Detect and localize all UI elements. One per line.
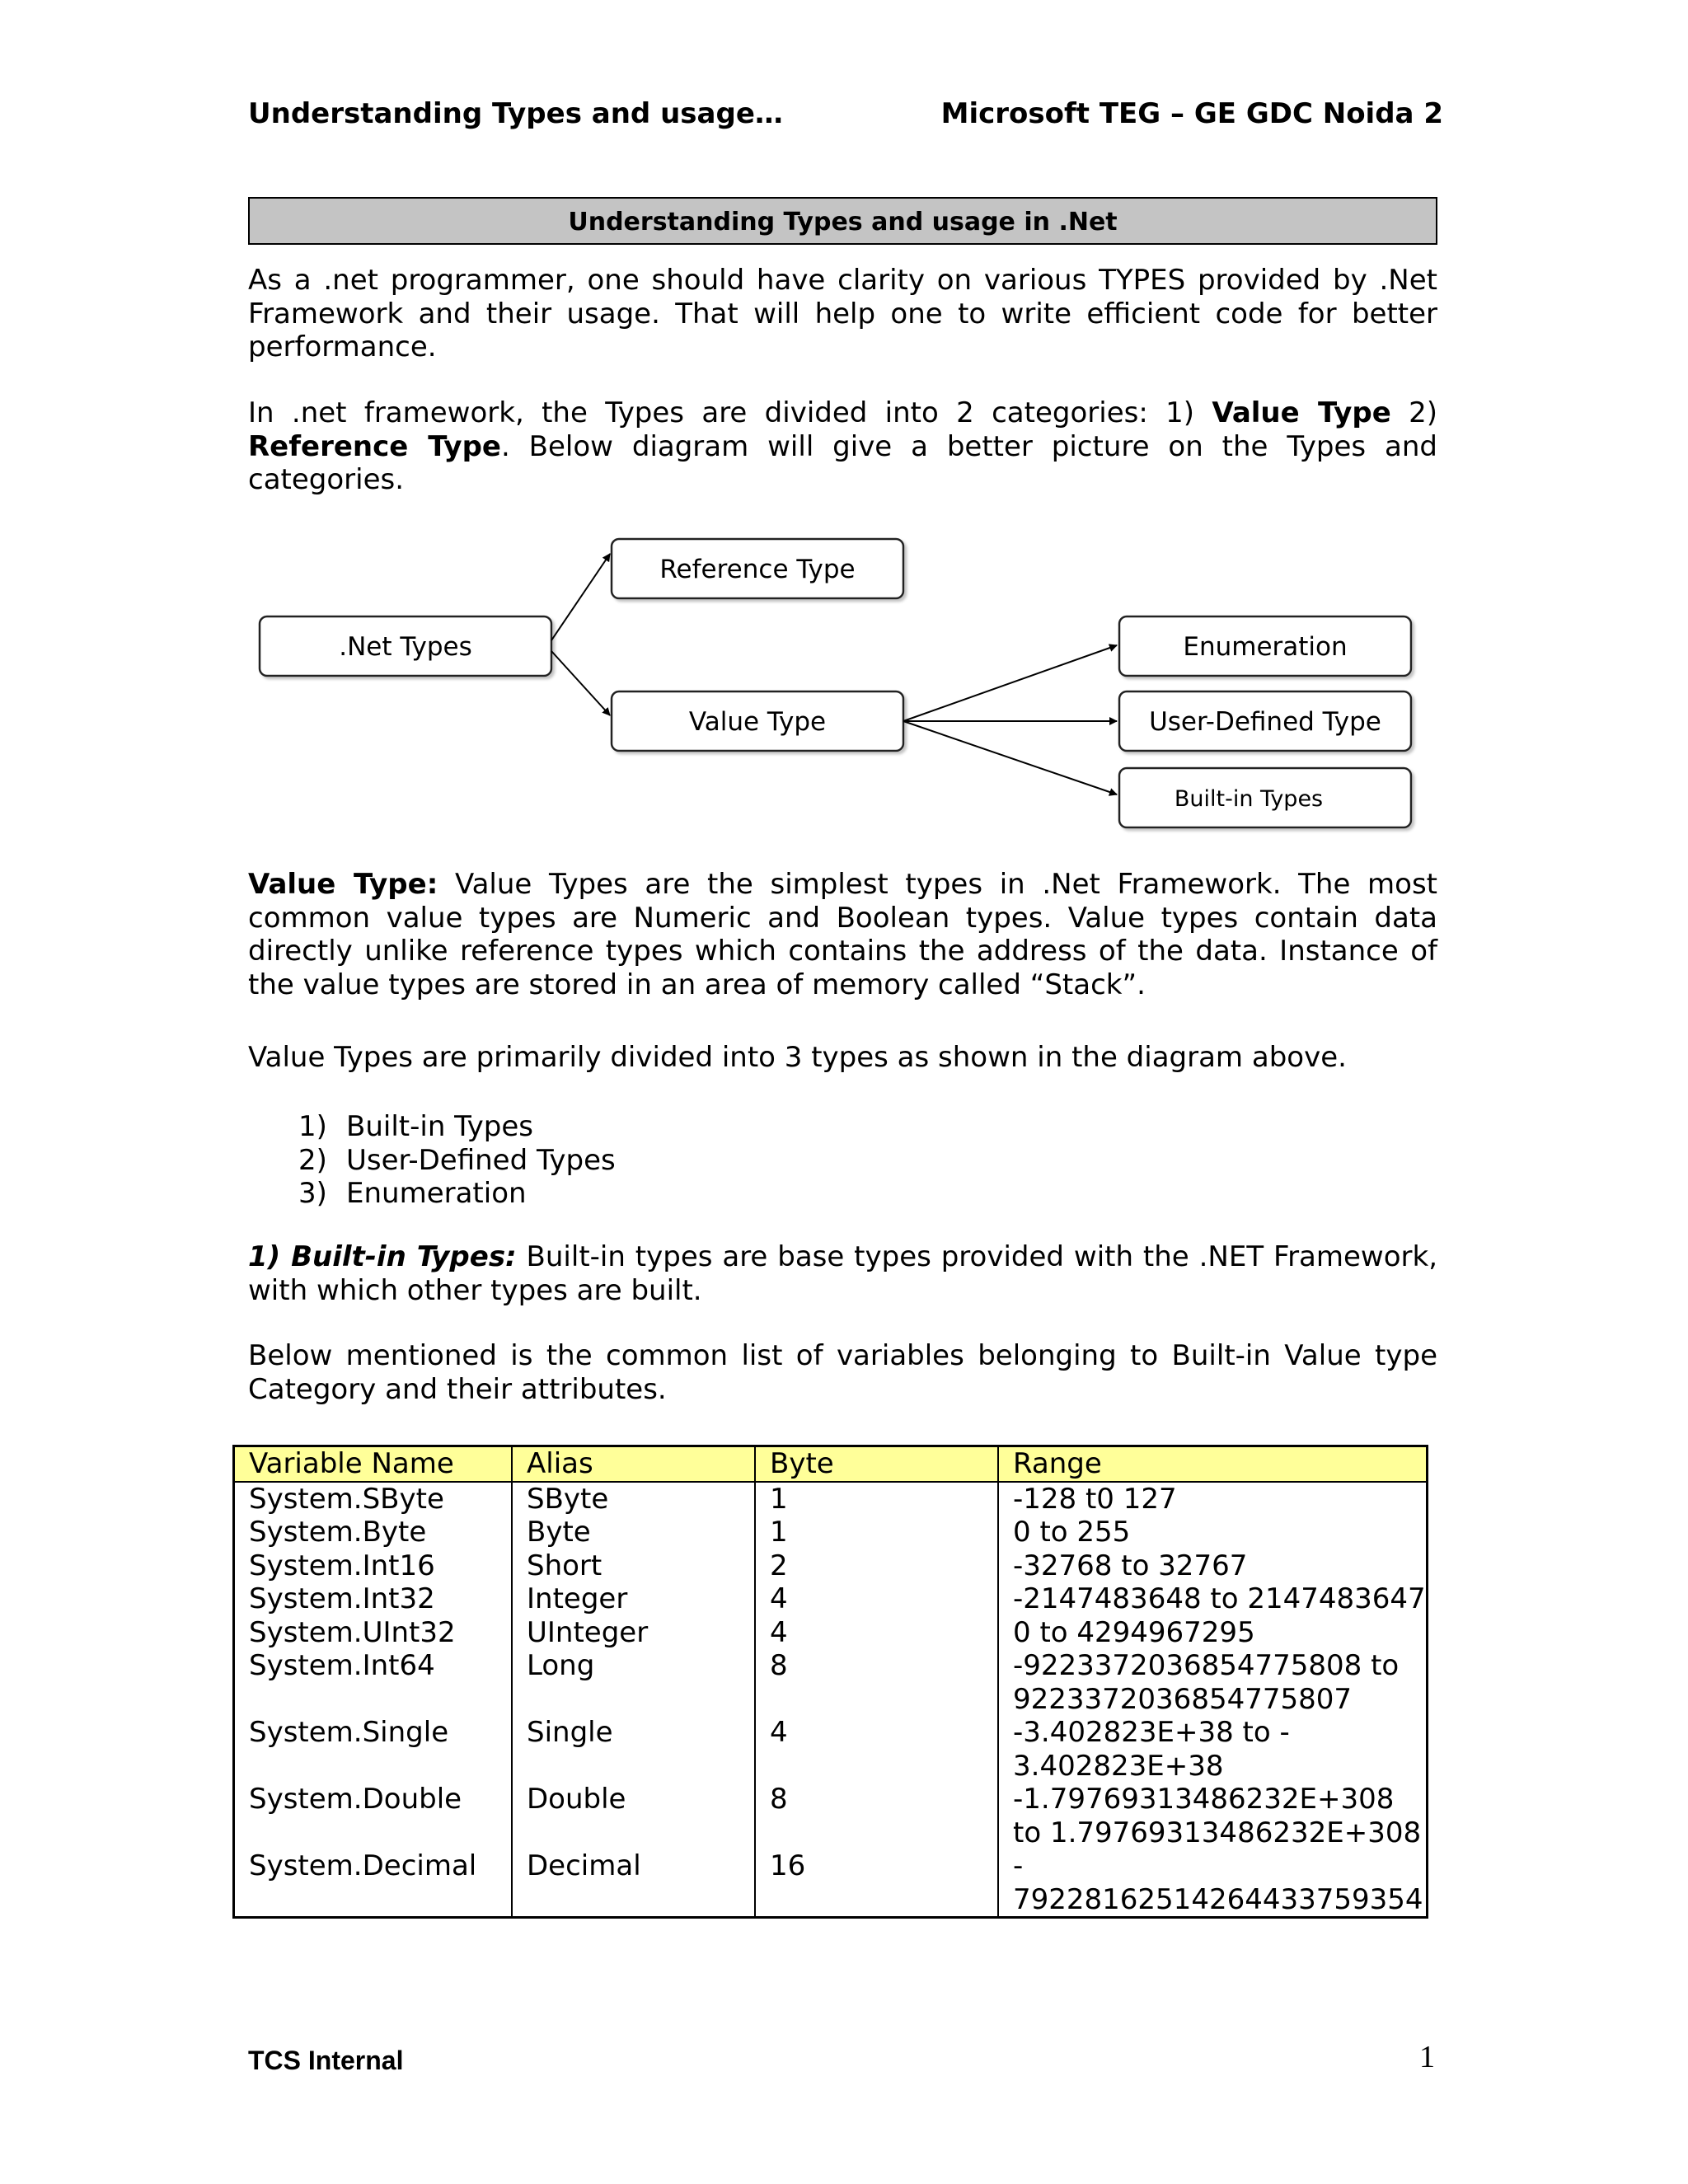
arrow-to-enumeration xyxy=(903,645,1117,721)
intro-paragraph: As a .net programmer, one should have clarity on various TYPES provided by .Net Framework and their usage. That will help one to write efficient code for better performance. xyxy=(248,264,1437,363)
enumeration-node xyxy=(1119,616,1411,676)
below-paragraph: Below mentioned is the common list of variables belonging to Built-in Value type Category and their attributes. xyxy=(248,1339,1437,1406)
divided-paragraph: Value Types are primarily divided into 3 types as shown in the diagram above. xyxy=(248,1041,1347,1074)
list-item: 2) User-Defined Types xyxy=(298,1143,616,1177)
header-right: Microsoft TEG – GE GDC Noida 2 xyxy=(940,97,1443,130)
table-row: System.Decimal Decimal 16 - 79228162514264433759354 xyxy=(234,1849,1428,1918)
reference-type-node xyxy=(612,539,903,598)
types-diagram xyxy=(247,527,1434,841)
list-item: 1) Built-in Types xyxy=(298,1110,533,1143)
arrow-to-builtin xyxy=(903,721,1117,794)
page-title xyxy=(248,197,1437,245)
value-type-text: Value Types are the simplest types in .Net Framework. The most common value types are Numeric and Boolean types. Value types contain data directly unlike reference types which contains the address of the data. Instance of the value types are stored in an area of memory called “Stack”. xyxy=(248,868,1437,1001)
categories-paragraph xyxy=(248,396,1437,497)
builtin-types-table xyxy=(232,1445,1428,1919)
builtin-label: Built-in Types xyxy=(1174,786,1324,812)
value-type-node xyxy=(612,691,903,751)
value-type-label: Value Type xyxy=(688,707,827,737)
header-byte: Byte xyxy=(755,1446,998,1482)
header-variable-name: Variable Name xyxy=(234,1446,513,1482)
categories-text-1: In .net framework, the Types are divided into 2 categories: 1) xyxy=(248,396,1212,429)
page-number: 1 xyxy=(1419,2040,1435,2074)
table-row: System.Byte Byte 1 0 to 255 xyxy=(234,1516,1428,1549)
categories-value-type: Value Type xyxy=(1212,396,1391,429)
page-title-text: Understanding Types and usage in .Net xyxy=(568,208,1118,237)
header-left: Understanding Types and usage… xyxy=(248,97,783,130)
footer-classification: TCS Internal xyxy=(248,2046,404,2075)
table-row: System.UInt32 UInteger 4 0 to 4294967295 xyxy=(234,1616,1428,1650)
user-defined-label: User-Defined Type xyxy=(1149,707,1381,737)
table-row: System.Int16 Short 2 -32768 to 32767 xyxy=(234,1549,1428,1583)
value-types-list xyxy=(298,1110,616,1211)
table-header-row xyxy=(234,1446,1428,1482)
categories-reference-type: Reference Type xyxy=(248,429,501,463)
value-type-heading: Value Type: xyxy=(248,868,438,901)
value-type-paragraph xyxy=(248,868,1437,1001)
net-types-label: .Net Types xyxy=(339,632,472,662)
builtin-node xyxy=(1119,768,1411,827)
enumeration-label: Enumeration xyxy=(1183,632,1348,662)
categories-text-2: 2) xyxy=(1390,396,1437,429)
table-row: System.Double Double 8 -1.79769313486232E+308 to 1.79769313486232E+308 xyxy=(234,1783,1428,1849)
arrow-to-reference xyxy=(551,554,610,640)
table-row: System.Int64 Long 8 -9223372036854775808 to 9223372036854775807 xyxy=(234,1649,1428,1716)
header-alias: Alias xyxy=(512,1446,755,1482)
table-row: System.SByte SByte 1 -128 t0 127 xyxy=(234,1482,1428,1516)
net-types-node xyxy=(260,616,551,676)
arrow-to-value xyxy=(551,651,610,715)
builtin-paragraph xyxy=(248,1240,1437,1307)
categories-text-3: . Below diagram will give a better picture on the Types and categories. xyxy=(248,429,1437,496)
builtin-text: Built-in types are base types provided with the .NET Framework, with which other types are built. xyxy=(248,1240,1438,1307)
table-row: System.Int32 Integer 4 -2147483648 to 2147483647 xyxy=(234,1582,1428,1616)
header-range: Range xyxy=(998,1446,1428,1482)
list-item: 3) Enumeration xyxy=(298,1177,527,1210)
table-row: System.Single Single 4 -3.402823E+38 to - 3.402823E+38 xyxy=(234,1716,1428,1783)
user-defined-node xyxy=(1119,691,1411,751)
reference-type-label: Reference Type xyxy=(659,555,856,584)
builtin-heading: 1) Built-in Types: xyxy=(248,1240,517,1273)
